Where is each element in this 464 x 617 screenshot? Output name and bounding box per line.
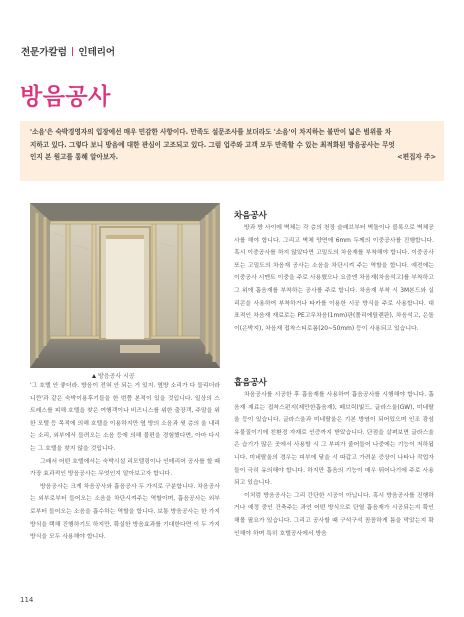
lead-line — [30, 151, 436, 164]
right-column — [234, 210, 434, 335]
body-paragraph: 방과 방 사이에 벽체는 각 층의 천장 슬래브부터 벽돌이나 블록으로 벽체공사를 해야 합니다. 그리고 벽체 양면에 6mm 두께의 이중공사를 진행합니다. 혹시 이중공사를 하지 않았다면 고밀도의 차음재를 부착해야 합니다. 이중공사 또는 고밀도의 차음재 공사는 소음을 차단시켜 주는 역할을 합니다. 예전에는 이중공사 시멘트 이중을 주로 사용했으나 요즘엔 차음재(차음석고)를 부착하고 그 위에 흡음재를 부착하는 공사를 주로 합니다. 차음재 부착 시 3M본드와 실리콘을 사용하여 부착하거나 타카를 이용한 시공 방식을 주로 사용합니다. 대표적인 차음재 재료로는 PE고무차음(1mm)판(폴리에틸렌판), 차음석고, 은돌이(은박지), 차음재 접착스티로폼(20~50mm) 등이 사용되고 있습니다. — [234, 225, 434, 332]
body-paragraph: 방음공사는 크게 차음공사와 흡음공사 두 가지로 구분합니다. 차음공사는 외부로부터 들어오는 소음을 차단시켜주는 역할이며, 흡음공사는 외부로부터 들어오는 소음을 흡수하는 역할을 합니다. 보통 방음공사는 한 가지 방식을 택해 진행하기도 하지만, 확실한 방음효과를 기대한다면 이 두 가지 방식을 모두 사용해야 합니다. — [30, 483, 220, 541]
photo-caption-text: 방음공사 시공 — [98, 373, 135, 380]
construction-photo-image — [30, 203, 220, 368]
article-title: 방음공사 — [20, 84, 111, 110]
lead-line: 지하고 있다. 그렇다 보니 방음에 대한 관심이 고조되고 있다. 그럼 업주와 고객 모두 만족할 수 있는 최적화된 방음공사는 무엇 — [30, 140, 395, 149]
lead-line: '소음'은 숙박경영자의 입장에선 매우 민감한 사항이다. 만족도 설문조사를 보더라도 '소음'이 차지하는 불만이 넓은 범위를 차 — [30, 128, 392, 136]
body-paragraph: 그래서 어떤 호텔에서는 숙박시설 리모델링이나 인테리어 공사를 할 때 가장 효과적인 방음공사는 무엇인지 알아보고자 합니다. — [30, 458, 220, 478]
triangle-icon — [92, 374, 96, 378]
page-number: 114 — [20, 596, 34, 604]
body-paragraph: 이처럼 방음공사는 그리 간단한 시공이 아닙니다. 혹시 방음공사를 진행하거나 예정 중인 건축주는 과연 어떤 방식으로 단열 흡음재가 시공되는지 확인해볼 필요가 있습니다. 그리고 공사할 때 구석구석 꼼꼼하게 틈을 막았는지 확인해야 하며 특히 호텔공사에서 방음 — [234, 492, 434, 537]
photo-caption — [92, 371, 135, 380]
editor-note: <편집자 주> — [397, 153, 436, 162]
section-header — [21, 44, 115, 58]
category-label: 인테리어 — [78, 47, 116, 58]
lead-line-text: 인지 본 원고를 통해 알아보자. — [30, 153, 119, 162]
right-column-lower — [234, 377, 434, 540]
left-column — [30, 380, 220, 544]
lead-box — [20, 121, 444, 181]
body-paragraph: 차음공사를 시공한 후 흡음재를 사용하여 흡음공사를 시행해야 합니다. 흡음재 재료는 접착스펀지(제만한흡음재), 페브릭(빛드, 글라스울(GW), 미네랄울 등이 있습니다. 글라스울과 미네랄울은 기본 방염이 되어있으며 인조 광섬유물질이기에 친환경 자재로 인증까지 받았습니다. 단점을 살펴보면 글라스울은 습기가 많은 곳에서 사용할 시 그 부피가 줄어들어 나중에는 기능이 저하됩니다. 미네랄울의 경우는 피부에 닿을 시 따갑고 가려운 증상이 나타나 작업자들이 극히 유의해야 합니다. 하지만 흡음의 기능이 매우 뛰어나기에 주로 사용되고 있습니다. — [234, 392, 434, 487]
header-divider — [72, 47, 74, 56]
section-heading: 차음공사 — [234, 211, 267, 221]
construction-photo — [30, 203, 220, 368]
section-heading: 흡음공사 — [234, 378, 267, 388]
body-paragraph: '그 호텔 안 좋더라. 방음이 전혀 안 되는 거 있지. 옆방 소리가 다 들리더라니깐'과 같은 숙박이용후기들을 한 번쯤 본적이 있을 것입니다. 일상의 스트레스를 피해 호텔을 찾은 여행객이나 비즈니스를 위한 출장객, 주말을 위한 모텔 등 목적에 의해 호텔을 이용하지만 옆 방의 소음과 윗 층의 울 내리는 소리, 외부에서 들려오는 소음 등에 의해 불편을 경험했다면, 아마 다시는 그 호텔을 찾지 않을 것입니다. — [30, 383, 220, 452]
section-label: 전문가칼럼 — [21, 47, 67, 58]
